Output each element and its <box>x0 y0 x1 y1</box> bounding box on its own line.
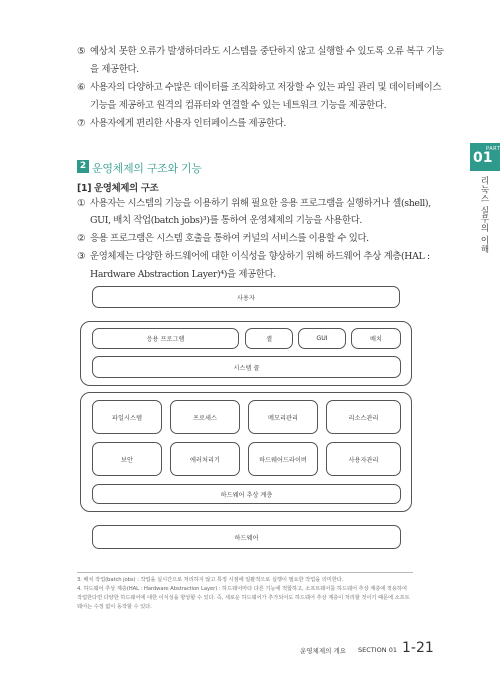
file-system-box: 파일시스템 <box>92 400 162 434</box>
process-box: 프로세스 <box>170 400 240 434</box>
section-title: 운영체제의 구조와 기능 <box>92 162 202 175</box>
footnote-3: 3. 배치 작업(batch jobs) : 작업을 실시간으로 처리하지 않고 특정 시점에 일괄적으로 실행이 필요한 작업을 의미한다. <box>77 577 344 583</box>
item-5: ⑤ 예상치 못한 오류가 발생하더라도 시스템을 중단하지 않고 실행할 수 있도록 오류 복구 기능 <box>77 46 444 57</box>
hardware-driver-box: 하드웨어드라이버 <box>248 442 318 476</box>
structure-item-1-cont: GUI, 배치 작업(batch jobs)³)를 통하여 운영체제의 기능을 사용한다. <box>90 215 363 226</box>
page-number: 1-21 <box>402 640 434 656</box>
security-box: 보안 <box>92 442 162 476</box>
structure-item-2: ② 응용 프로그램은 시스템 호출을 통하여 커널의 서비스를 이용할 수 있다. <box>77 233 369 244</box>
part-label: PART <box>486 146 500 152</box>
memory-management-box: 메모리관리 <box>248 400 318 434</box>
system-call-box: 시스템 콜 <box>92 356 401 378</box>
footnote-divider <box>77 572 413 573</box>
batch-box: 배치 <box>351 328 401 349</box>
item-6: ⑥ 사용자의 다양하고 수많은 데이터를 조직화하고 저장할 수 있는 파일 관리 및 데이터베이스 <box>77 82 442 93</box>
shell-box: 셸 <box>245 328 293 349</box>
part-tab <box>470 143 500 171</box>
page-footer <box>300 640 445 658</box>
item-6-cont: 기능을 제공하고 원격의 컴퓨터와 연결할 수 있는 네트워크 기능을 제공한다. <box>90 100 387 111</box>
structure-item-3-cont: Hardware Abstraction Layer)⁴)을 제공한다. <box>90 269 276 280</box>
item-5-cont: 을 제공한다. <box>90 64 139 75</box>
gui-box: GUI <box>298 328 346 349</box>
footnote-4-line-1: 4. 하드웨어 추상 계층(HAL : Hardware Abstraction Layer) : 하드웨어마다 다른 기능에 적합하고, 소프트웨어를 하드웨어 추상 계층에 적용하여 <box>77 586 407 592</box>
footnote-4-line-3: 웨어는 수정 없이 동작할 수 있다. <box>77 604 152 610</box>
application-program-box: 응용 프로그램 <box>92 328 239 349</box>
footnote-4-line-2: 작업한다면 다양한 하드웨어에 대한 이식성을 향상할 수 있다. 즉, 새로운 하드웨어가 추가되어도 하드웨어 추상 계층이 처리할 것이기 때문에 소프트 <box>77 595 410 601</box>
resource-management-box: 리소스관리 <box>326 400 401 434</box>
structure-item-3: ③ 운영체제는 다양한 하드웨어에 대한 이식성을 향상하기 위해 하드웨어 추상 계층(HAL : <box>77 251 430 262</box>
section-number-badge: 2 <box>77 160 89 173</box>
item-7: ⑦ 사용자에게 편리한 사용자 인터페이스를 제공한다. <box>77 118 286 129</box>
user-box: 사용자 <box>92 286 400 308</box>
part-title: 리눅스 실무의 이해 <box>479 176 489 254</box>
footer-section: SECTION 01 <box>358 646 397 654</box>
hal-box: 하드웨어 추상 계층 <box>92 484 401 504</box>
structure-item-1: ① 사용자는 시스템의 기능을 이용하기 위해 필요한 응용 프로그램을 실행하거나 셸(shell), <box>77 198 431 209</box>
user-management-box: 사용자관리 <box>326 442 401 476</box>
error-handler-box: 에러처리기 <box>170 442 240 476</box>
footer-title: 운영체제의 개요 <box>300 647 347 655</box>
hardware-box: 하드웨어 <box>92 525 401 549</box>
part-number: 01 <box>473 150 493 166</box>
subsection-title: [1] 운영체제의 구조 <box>77 183 159 194</box>
